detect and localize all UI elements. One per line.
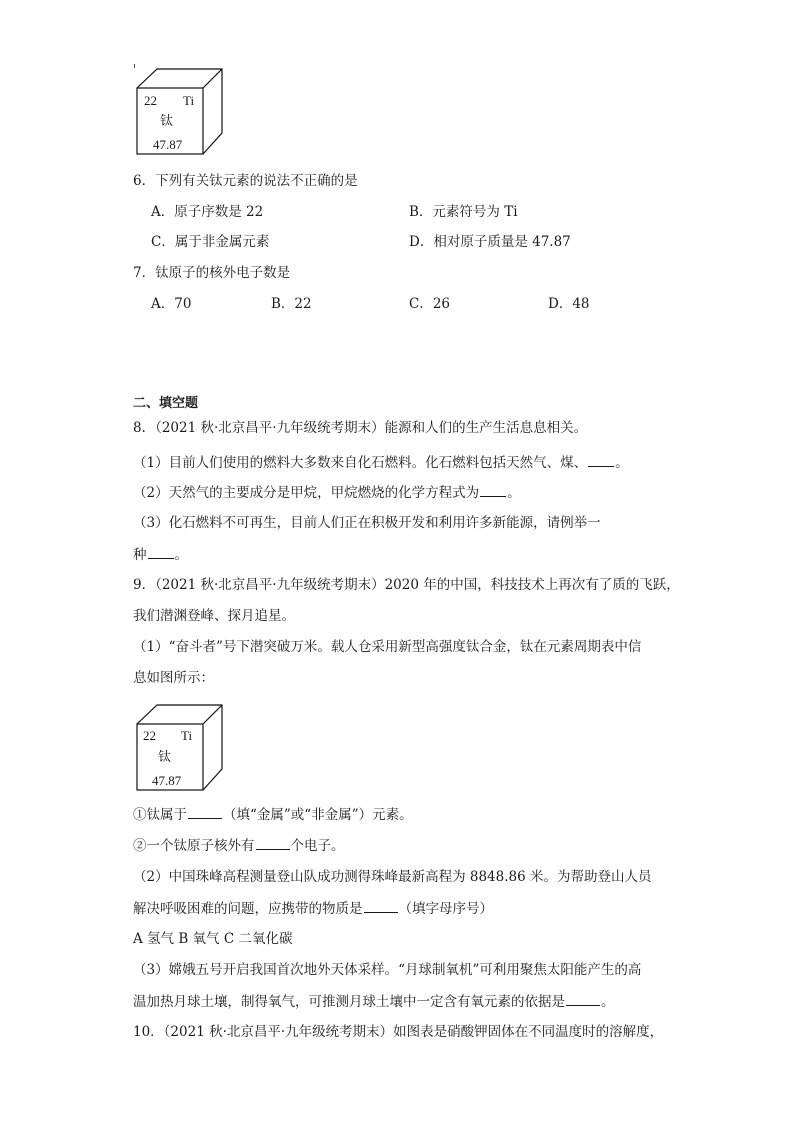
- q6-option-d: D．相对原子质量是 47.87: [409, 234, 571, 250]
- element-card-top: [136, 68, 226, 156]
- answer-blank[interactable]: [364, 898, 398, 913]
- element-name: 钛: [160, 113, 174, 128]
- atomic-number: 22: [143, 728, 156, 743]
- q9-part-3-line-1: （3）嫦娥五号开启我国首次地外天体采样。“月球制氧机”可利用聚焦太阳能产生的高: [133, 962, 642, 978]
- q8-part-2-text: （2）天然气的主要成分是甲烷，甲烷燃烧的化学方程式为: [133, 485, 480, 501]
- q6-option-c: C．属于非金属元素: [151, 234, 270, 250]
- answer-blank[interactable]: [256, 835, 290, 850]
- q9-sub-1-end: （填“金属”或“非金属”）元素。: [223, 807, 413, 823]
- q9-sub-1: [133, 804, 413, 825]
- q7-option-c: C．26: [409, 296, 451, 312]
- q8-part-3-cont: [133, 544, 188, 565]
- q7-option-d: D．48: [548, 296, 590, 312]
- question-6-stem: 6．下列有关钛元素的说法不正确的是: [133, 173, 358, 189]
- q8-part-1: [133, 452, 629, 473]
- atomic-number: 22: [144, 93, 157, 108]
- answer-blank[interactable]: [480, 482, 506, 497]
- scan-mark: [134, 64, 135, 68]
- section-heading-fill-blank: 二、填空题: [133, 396, 199, 411]
- q9-part-3-line-2-end: 。: [601, 994, 615, 1010]
- answer-blank[interactable]: [188, 804, 222, 819]
- q8-part-1-text: （1）目前人们使用的燃料大多数来自化石燃料。化石燃料包括天然气、煤、: [133, 455, 588, 471]
- q8-part-2-end: 。: [507, 485, 521, 501]
- atomic-mass: 47.87: [152, 773, 182, 788]
- q9-part-2-line-2-text: 解决呼吸困难的问题，应携带的物质是: [133, 901, 363, 917]
- q9-part-3-line-2-text: 温加热月球土壤，制得氧气，可推测月球土壤中一定含有氧元素的依据是: [133, 994, 565, 1010]
- q9-part-2-line-2: [133, 898, 493, 919]
- q9-part-1-line-1: （1）“奋斗者”号下潜突破万米。载人仓采用新型高强度钛合金，钛在元素周期表中信: [133, 639, 642, 655]
- q8-part-1-end: 。: [615, 455, 629, 471]
- question-7-stem: 7．钛原子的核外电子数是: [133, 265, 291, 281]
- atomic-mass: 47.87: [153, 137, 183, 152]
- q8-part-2: [133, 482, 521, 503]
- q9-part-2-line-2-end: （填字母序号）: [398, 901, 493, 917]
- element-symbol: Ti: [183, 93, 195, 108]
- element-name: 钛: [158, 749, 172, 764]
- q9-part-3-line-2: [133, 991, 615, 1012]
- question-10-stem: 10．（2021 秋·北京昌平·九年级统考期末）如图表是硝酸钾固体在不同温度时的溶解度，: [133, 1024, 664, 1040]
- q8-part-3: （3）化石燃料不可再生，目前人们正在积极开发和利用许多新能源，请例举一: [133, 515, 601, 531]
- q6-option-b: B．元素符号为 Ti: [409, 204, 518, 220]
- q9-sub-2: [133, 835, 345, 856]
- q9-sub-2-end: 个电子。: [290, 838, 345, 854]
- q9-part-1-line-2: 息如图所示：: [133, 670, 214, 686]
- q9-sub-1-text: ①钛属于: [133, 807, 187, 823]
- element-symbol: Ti: [181, 728, 193, 743]
- question-8-stem: 8．（2021 秋·北京昌平·九年级统考期末）能源和人们的生产生活息息相关。: [133, 420, 588, 436]
- q7-option-a: A．70: [151, 296, 192, 312]
- q9-part-2-options: A 氢气 B 氧气 C 二氧化碳: [133, 931, 293, 947]
- element-card-bottom: [136, 704, 226, 792]
- q8-part-3-end: 。: [174, 547, 188, 563]
- question-9-stem-line-2: 我们潜渊登峰、探月追星。: [133, 608, 295, 624]
- q9-part-2-line-1: （2）中国珠峰高程测量登山队成功测得珠峰最新高程为 8848.86 米。为帮助登山人员: [133, 869, 652, 885]
- answer-blank[interactable]: [588, 452, 614, 467]
- q8-part-3-cont-text: 种: [133, 547, 147, 563]
- q7-option-b: B．22: [271, 296, 312, 312]
- question-9-stem-line-1: 9．（2021 秋·北京昌平·九年级统考期末）2020 年的中国，科技技术上再次有了质的飞跃，: [133, 577, 680, 593]
- answer-blank[interactable]: [566, 991, 600, 1006]
- q9-sub-2-text: ②一个钛原子核外有: [133, 838, 255, 854]
- q6-option-a: A．原子序数是 22: [151, 204, 264, 220]
- answer-blank[interactable]: [148, 544, 174, 559]
